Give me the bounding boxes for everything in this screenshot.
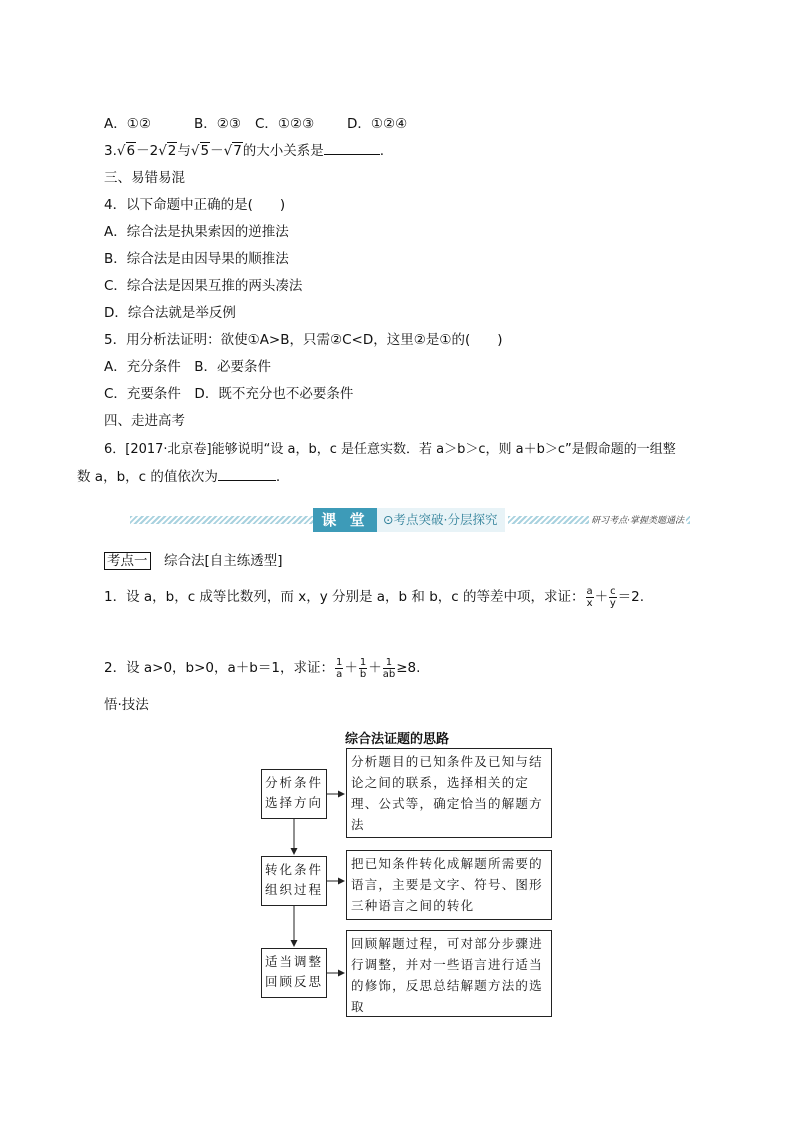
flow-step-label: 选择方向 — [264, 795, 323, 810]
banner-right-text: 研习考点·掌握类题通法 — [589, 513, 686, 526]
numerator: c — [610, 585, 616, 597]
flow-step-label: 转化条件 — [264, 862, 323, 877]
q4-option-b: B．综合法是由因导果的顺推法 — [104, 251, 289, 267]
q3-tail: 的大小关系是 — [242, 143, 324, 159]
banner-ketang: 课 堂 — [313, 508, 377, 532]
numerator: 1 — [335, 656, 343, 668]
plus: ＋ — [368, 660, 382, 676]
p1-tail: ＝2. — [617, 589, 645, 605]
q3-op: －2 — [136, 143, 159, 159]
question-6-line1: 6．[2017·北京卷]能够说明“设 a，b，c 是任意实数．若 a＞b＞c，则 a＋b＞c”是假命题的一组整 — [104, 442, 676, 457]
p1-text: 1．设 a，b，c 成等比数列，而 x，y 分别是 a，b 和 b，c 的等差中项，求证： — [104, 589, 585, 605]
banner-subtitle: ⊙考点突破·分层探究 — [377, 508, 505, 532]
denominator: y — [609, 597, 616, 609]
flow-step-label: 适当调整 — [264, 954, 323, 969]
q5-options-cd: C．充要条件 D．既不充分也不必要条件 — [104, 386, 354, 402]
q3-op: － — [210, 143, 224, 159]
kaodian-box: 考点一 — [104, 552, 151, 570]
flow-step-label: 分析条件 — [264, 775, 323, 790]
numerator: 1 — [383, 657, 395, 669]
flow-desc-3: 回顾解题过程，可对部分步骤进行调整，并对一些语言进行适当的修饰，反思总结解题方法的选取 — [346, 930, 552, 1017]
q6-text: 数 a，b，c 的值依次为 — [77, 469, 218, 485]
wu-jifa-heading: 悟·技法 — [104, 697, 149, 713]
question-5-stem: 5．用分析法证明：欲使①A>B，只需②C<D，这里②是①的( ) — [104, 332, 503, 348]
radicand: 2 — [167, 143, 177, 159]
option-c: C．①②③ — [255, 116, 315, 132]
option-b: B．②③ — [194, 116, 241, 132]
flow-desc-1: 分析题目的已知条件及已知与结论之间的联系，选择相关的定理、公式等，确定恰当的解题方法 — [346, 748, 552, 838]
sqrt-symbol: √7 — [223, 143, 242, 159]
sqrt-symbol: √2 — [158, 143, 177, 159]
numerator: 1 — [359, 656, 367, 668]
numerator: a — [586, 585, 593, 597]
radicand: 6 — [126, 143, 136, 159]
q4-option-a: A．综合法是执果索因的逆推法 — [104, 224, 289, 240]
flow-step-label: 组织过程 — [264, 882, 323, 897]
q4-option-c: C．综合法是因果互推的两头凑法 — [104, 278, 303, 294]
q4-option-d: D．综合法就是举反例 — [104, 305, 236, 321]
plus: ＋ — [594, 589, 609, 605]
q3-yu: 与 — [177, 143, 191, 159]
flow-step-label: 回顾反思 — [264, 974, 323, 989]
p2-text: 2．设 a>0，b>0，a＋b＝1，求证： — [104, 660, 334, 676]
flow-desc-2: 把已知条件转化成解题所需要的语言，主要是文字、符号、图形三种语言之间的转化 — [346, 850, 552, 920]
q6-end: . — [275, 469, 281, 485]
radicand: 5 — [200, 143, 210, 159]
q5-options-ab: A．充分条件 B．必要条件 — [104, 359, 271, 375]
q3-end: . — [379, 143, 385, 159]
section-heading-4: 四、走进高考 — [104, 413, 185, 429]
sqrt-symbol: √6 — [116, 143, 136, 159]
denominator: a — [336, 668, 343, 680]
plus: ＋ — [344, 660, 358, 676]
question-4-stem: 4．以下命题中正确的是( ) — [104, 197, 286, 213]
option-a: A．①② — [104, 116, 151, 132]
q3-number: 3. — [104, 143, 117, 159]
flowchart-title: 综合法证题的思路 — [345, 732, 450, 747]
radicand: 7 — [233, 143, 242, 159]
section-heading-3: 三、易错易混 — [104, 170, 185, 186]
p2-tail: ≥8. — [396, 660, 421, 676]
kaodian-text: 综合法[自主练透型] — [164, 553, 283, 569]
option-d: D．①②④ — [347, 116, 408, 132]
denominator: x — [586, 597, 593, 609]
sqrt-symbol: √5 — [190, 143, 210, 159]
denominator: b — [359, 668, 367, 680]
denominator: ab — [382, 668, 396, 680]
